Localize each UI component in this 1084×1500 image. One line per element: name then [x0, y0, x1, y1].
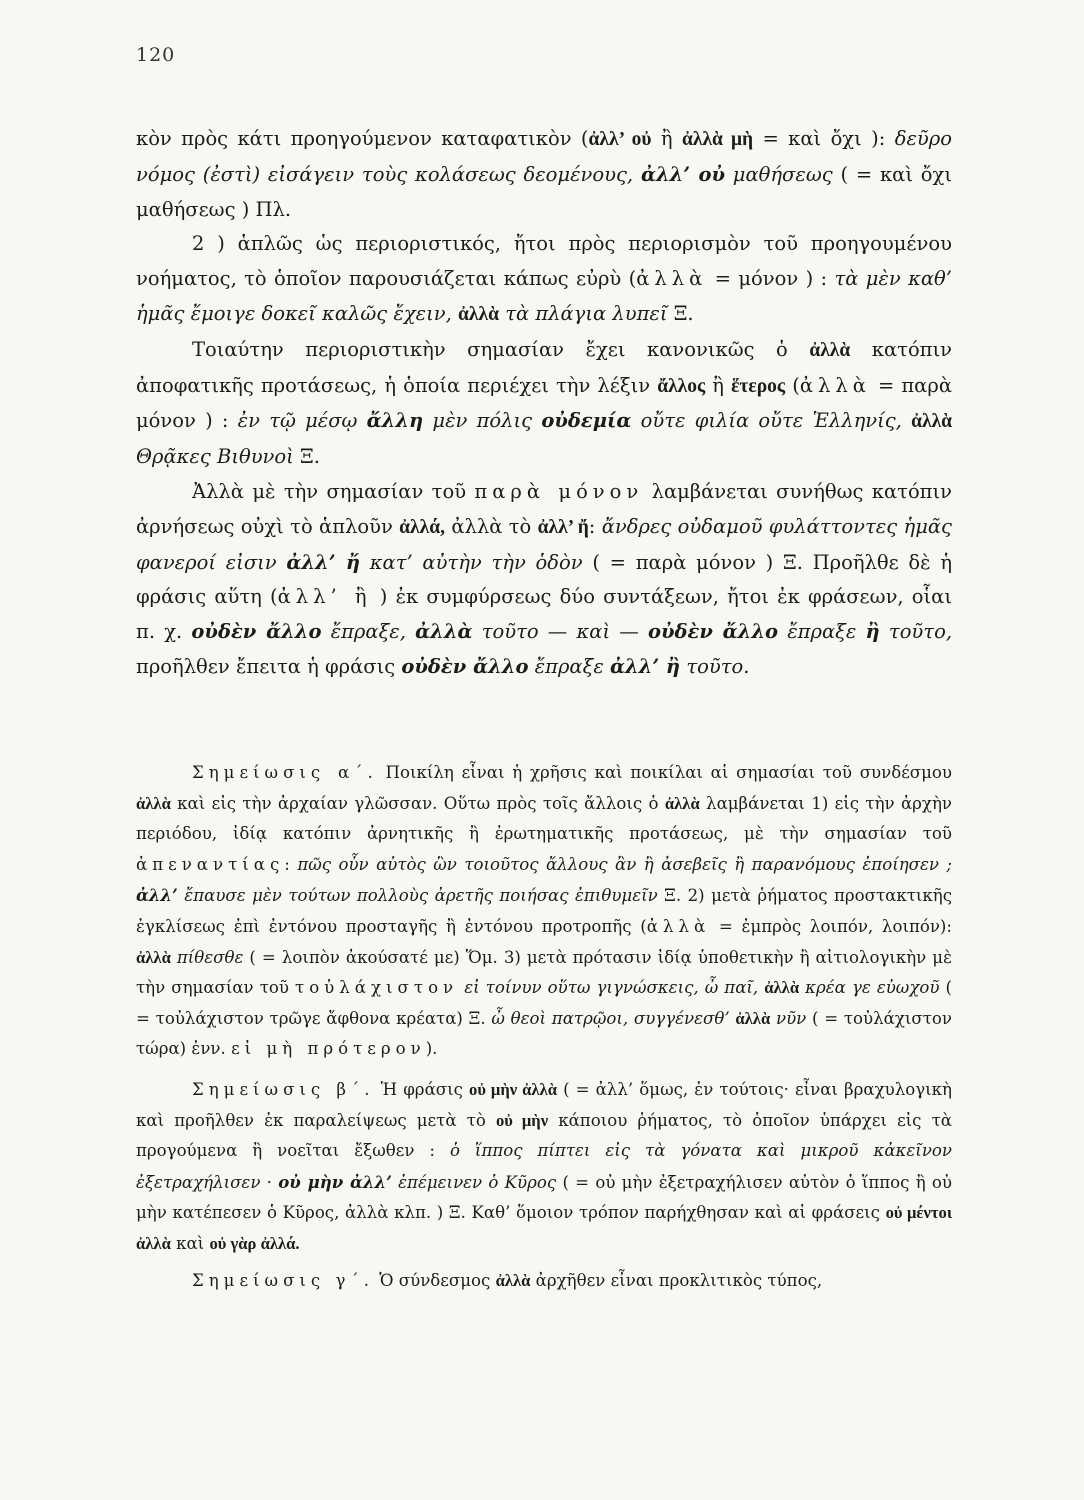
text-run: ἀλλὰ: [646, 916, 711, 936]
text-run: οὐ γὰρ ἀλλά.: [209, 1233, 300, 1253]
text-run: πῶς οὖν αὐτὸς ὢν τοιοῦτος ἄλλους ἂν ἢ ἀσεβεῖς ἢ παρανόμους ἐποίησεν ;: [297, 854, 952, 874]
text-run: μαθήσεως: [732, 162, 833, 186]
text-run: :: [588, 514, 602, 538]
text-run: οὐ μέντοι ἀλλὰ: [136, 1203, 952, 1253]
text-run: ἀπεναντίας: [136, 854, 285, 874]
text-run: προῆλθεν ἔπειτα ἡ φράσις: [136, 654, 402, 678]
text-run: πίθεσθε: [176, 947, 244, 967]
text-run: ἄνδρες οὐδαμοῦ φυλάττοντες ἡμᾶς φανεροί εἰσιν: [136, 514, 952, 574]
text-run: ἀλλ’: [136, 885, 178, 906]
text-run: παρὰ μόνον: [474, 479, 644, 503]
text-run: Ξ.: [667, 301, 694, 325]
text-run: ἀρχῆθεν εἶναι προκλιτικὸς τύπος,: [530, 1270, 823, 1290]
text-run: ἀλλὰ: [735, 1008, 771, 1028]
text-run: ἀλλὰ: [911, 411, 953, 433]
text-run: ὦ θεοὶ πατρῷοι, συγγένεσθ’: [491, 1008, 730, 1028]
text-run: [856, 620, 865, 643]
text-run: ( = οὐ μὴν ἐξετραχήλισεν αὐτὸν ὁ ἵππος ἢ οὐ μὴν κατέπεσεν ὁ Κῦρος, ἀλλὰ κλπ. ) Ξ. Καθ’ ὅμοιον τρόπον παρήχθησαν καὶ αἱ φράσεις: [136, 1172, 953, 1223]
text-run: ( = τοὐλάχιστον τρῶγε ἄφθονα κρέατα) Ξ.: [136, 978, 952, 1028]
text-run: μὲν πόλις: [432, 409, 533, 433]
text-run: ἀλλὰ: [764, 978, 800, 998]
text-run: Ἡ φράσις: [374, 1079, 470, 1099]
text-run: ἀλλὰ: [664, 793, 700, 813]
text-run: = καὶ ὄχι ):: [753, 127, 895, 150]
text-run: ἀλλ’ ἤ: [286, 550, 361, 574]
text-run: ἔπραξε: [534, 654, 604, 678]
note-paragraph: [136, 758, 952, 1065]
text-run: Θρᾷκες Βιθυνοὶ: [136, 445, 294, 469]
text-run: [778, 620, 787, 643]
text-run: ἀλλὰ τὸ: [444, 514, 538, 538]
text-run: καὶ εἰς τὴν ἀρχαίαν γλῶσσαν. Οὕτω πρὸς τοῖς ἄλλοις ὁ: [170, 793, 665, 813]
text-run: Σημείωσις γ΄.: [192, 1270, 374, 1290]
text-run: ἀλλ’ ἢ: [610, 654, 681, 678]
body-paragraph: [136, 122, 952, 227]
text-run: ( = τοὐλάχιστον τώρα) ἐνν.: [136, 1008, 953, 1059]
text-run: νῦν: [775, 1008, 807, 1028]
text-run: οὐ μὴν ἀλλ’: [278, 1171, 392, 1192]
text-run: [639, 620, 648, 643]
text-run: = μόνον ) :: [707, 267, 835, 291]
text-run: [902, 409, 911, 432]
text-run: κατόπιν ἀποφατικῆς προτάσεως, ἡ ὁποία περιέχει τὴν λέξιν: [136, 337, 952, 397]
text-run: ἀλλὰ: [799, 373, 871, 397]
text-run: [406, 620, 415, 643]
text-run: ( = παρὰ μόνον ) Ξ. Προῆλθε δὲ ἡ φράσις αὕτη (: [136, 550, 953, 609]
text-run: [880, 620, 889, 643]
text-run: ( = λοιπὸν ἀκούσατέ με) Ὅμ. 3) μετὰ πρότασιν ἰδίᾳ ὑποθετικὴν ἢ αἰτιολογικὴν μὲ τὴν σημασίαν τοῦ: [136, 947, 952, 998]
note-paragraph: [136, 1266, 952, 1297]
body-paragraph: [136, 227, 952, 332]
text-run: Ὁ σύνδεσμος: [373, 1270, 496, 1290]
text-run: [321, 620, 330, 643]
text-run: ( = καὶ ὄχι μαθήσεως ) Πλ.: [136, 162, 952, 221]
text-run: :: [284, 854, 298, 874]
text-run: ἔπραξε,: [330, 620, 406, 644]
text-run: οὐδὲν ἄλλο: [191, 620, 322, 644]
text-run: ).: [425, 1039, 438, 1059]
text-run: 2 ) ἁπλῶς ὡς περιοριστικός, ἤτοι πρὸς περιορισμὸν τοῦ προηγουμένου νοήματος, τὸ ὁποῖον παρουσιάζεται κάπως εὐρὺ (: [136, 232, 952, 291]
text-run: ἔπραξε: [787, 620, 857, 644]
text-run: ἐπέμεινεν ὁ Κῦρος: [398, 1172, 557, 1192]
text-run: = ἐμπρὸς λοιπόν, λοιπόν):: [710, 916, 952, 936]
text-run: ἔπαυσε μὲν τούτων πολλοὺς ἀρετῆς ποιήσας ἐπιθυμεῖν: [184, 886, 658, 906]
text-run: κρέα γε εὐωχοῦ: [805, 978, 940, 998]
text-run: [360, 551, 370, 574]
text-run: [633, 163, 641, 186]
body-paragraph: [136, 475, 952, 685]
text-run: τοὐλάχιστον: [295, 978, 459, 998]
text-run: οὐ μὴν ἀλλὰ: [469, 1079, 557, 1099]
text-run: καὶ: [170, 1233, 210, 1253]
text-run: ἀλλὰ: [495, 1270, 531, 1290]
text-run: Ποικίλη εἶναι ἡ χρῆσις καὶ ποικίλαι αἱ σημασίαι τοῦ συνδέσμου: [377, 763, 952, 782]
text-run: οὐ μὴν: [495, 1110, 549, 1130]
text-run: τὰ πλάγια λυπεῖ: [505, 301, 668, 325]
text-run: ἀλλὰ: [415, 620, 473, 644]
text-run: ἄλλη: [366, 409, 424, 433]
text-run: ἀλλ’ ἤ: [537, 516, 589, 538]
text-run: τοῦτο — καὶ —: [481, 620, 639, 644]
text-run: Σημείωσις β΄.: [192, 1079, 375, 1099]
text-run: Σημείωσις α΄.: [192, 763, 378, 782]
text-run: δεῦρο νόμος (ἐστὶ) εἰσάγειν τοὺς κολάσεως δεομένους,: [136, 127, 952, 186]
text-run: ἀλλὰ: [136, 793, 171, 813]
body-paragraph: [136, 333, 952, 475]
text-run: Ἀλλὰ μὲ τὴν σημασίαν τοῦ: [192, 479, 475, 503]
text-run: λαμβάνεται συνήθως κατόπιν ἀρνήσεως οὐχὶ τὸ ἁπλοῦν: [136, 479, 952, 538]
text-run: ) ἐκ συμφύρσεως δύο συντάξεων, ἤτοι ἐκ φράσεων, οἷαι π. χ.: [136, 585, 952, 644]
text-run: οὔτε φιλία οὔτε Ἑλληνίς,: [640, 409, 902, 433]
text-run: ἢ: [865, 620, 880, 644]
text-run: κατ’ αὐτὴν τὴν ὁδὸν: [369, 550, 583, 574]
main-text: [136, 122, 952, 685]
text-run: οὐδὲν ἄλλο: [647, 620, 779, 644]
note-paragraph: [136, 1075, 952, 1260]
text-run: Τοιαύτην περιοριστικὴν σημασίαν ἔχει κανονικῶς ὁ: [192, 337, 810, 361]
text-run: [532, 409, 541, 432]
text-run: (: [785, 373, 800, 397]
text-run: ἀλλὰ: [458, 303, 499, 325]
text-run: κὸν πρὸς κάτι προηγούμενον καταφατικὸν (: [136, 127, 589, 150]
text-run: [357, 409, 366, 432]
text-run: ἀλλ’ οὐ: [588, 129, 652, 150]
text-run: ἀλλ’ ἢ: [277, 585, 372, 609]
text-run: ἐν τῷ μέσῳ: [237, 409, 358, 433]
text-run: τὰ μὲν καθ’ ἡμᾶς ἔμοιγε δοκεῖ καλῶς ἔχειν,: [136, 267, 952, 325]
text-run: τοῦτο,: [888, 620, 953, 644]
text-run: = παρὰ μόνον ) :: [136, 373, 952, 433]
text-run: τοῦτο.: [686, 654, 750, 678]
text-run: οὐδὲν ἄλλο: [401, 654, 529, 678]
text-run: εἰ τοίνυν οὕτω γιγνώσκεις, ὦ παῖ,: [464, 978, 759, 998]
text-run: [631, 409, 640, 432]
text-run: [473, 620, 482, 643]
text-run: Ξ. 2) μετὰ ῥήματος προστακτικῆς ἐγκλίσεως ἐπὶ ἐντόνου προσταγῆς ἢ ἐντόνου προτροπῆς (: [136, 886, 952, 936]
text-run: ἕτερος: [731, 375, 786, 397]
text-run: οὐδεμία: [541, 409, 632, 433]
text-run: Ξ.: [293, 445, 320, 469]
text-run: ἀλλ’ οὐ: [640, 162, 725, 186]
text-run: [725, 163, 733, 186]
text-run: ἀλλὰ: [636, 267, 708, 291]
text-run: [277, 551, 287, 574]
text-run: ( = ἀλλ’ ὅμως, ἐν τούτοις· εἶναι βραχυλογικὴ καὶ προῆλθεν ἐκ παραλείψεως μετὰ τὸ: [136, 1079, 952, 1130]
text-run: εἰ μὴ πρότερον: [231, 1039, 426, 1059]
text-run: ἀλλὰ μὴ: [681, 129, 754, 150]
text-run: ἀλλά,: [399, 516, 445, 538]
text-run: κάποιου ῥήματος, τὸ ὁποῖον ὑπάρχει εἰς τὰ προγούμενα ἢ νοεῖται ἔξωθεν :: [136, 1110, 952, 1161]
text-run: λαμβάνεται 1) εἰς τὴν ἀρχὴν περιόδου, ἰδίᾳ κατόπιν ἀρνητικῆς ἢ ἐρωτηματικῆς προτάσεως, μὲ τὴν σημασίαν τοῦ: [136, 793, 952, 844]
text-run: ἀλλὰ: [809, 339, 851, 361]
text-run: ἀλλὰ: [136, 947, 171, 967]
page-number: 120: [136, 44, 176, 66]
text-run: ἢ: [651, 127, 682, 150]
text-run: ὁ ἵππος πίπτει εἰς τὰ γόνατα καὶ μικροῦ κἀκεῖνον ἐξετραχήλισεν ·: [136, 1141, 952, 1192]
text-run: ἄλλος: [657, 375, 706, 397]
text-run: ἢ: [705, 373, 732, 397]
notes-section: [136, 758, 952, 1296]
